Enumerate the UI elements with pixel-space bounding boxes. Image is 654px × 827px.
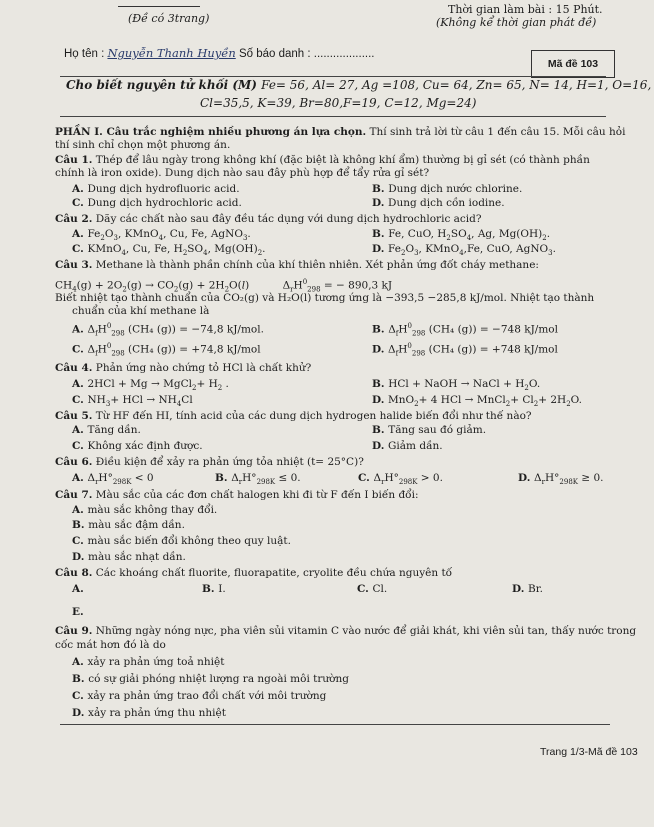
q-text: Màu sắc của các đơn chất halogen khi đi từ F đến I biến đổi: bbox=[92, 489, 419, 501]
q9-option-b[interactable]: B. có sự giải phóng nhiệt lượng ra ngoài môi trường bbox=[72, 673, 349, 685]
q-num: Câu 1. bbox=[55, 154, 93, 166]
q-num: Câu 7. bbox=[55, 489, 93, 501]
name-label: Họ tên : bbox=[64, 48, 108, 60]
q-text: Những ngày nóng nực, pha viên sủi vitamin C vào nước để giải khát, khi viên sủi tan, thấy nước trong bbox=[92, 625, 637, 637]
student-info bbox=[64, 46, 374, 60]
header-rule bbox=[118, 6, 200, 7]
divider bbox=[60, 724, 610, 725]
atomic-masses-line1 bbox=[66, 78, 651, 92]
question-9 bbox=[55, 625, 636, 637]
q3-line2: Biết nhiệt tạo thành chuẩn của CO₂(g) và H₂O(l) tương ứng là −393,5 −285,8 kJ/mol. Nhiệt tạo thành bbox=[55, 292, 595, 304]
divider bbox=[60, 116, 606, 117]
question-4 bbox=[55, 362, 311, 374]
q1-line2: chính là iron oxide). Dung dịch nào sau đây phù hợp để tẩy rửa gỉ sét? bbox=[55, 167, 430, 179]
q6-option-b[interactable]: B. $\Delta_rH^\circ_{298K} \le 0$. bbox=[215, 472, 301, 487]
question-8 bbox=[55, 567, 452, 579]
q5-option-c[interactable]: C. Không xác định được. bbox=[72, 440, 203, 452]
q6-option-a[interactable]: A. $\Delta_rH^\circ_{298K} < 0$ bbox=[72, 472, 154, 487]
q-text: Thép để lâu ngày trong không khí (đặc biệt là không khí ẩm) thường bị gỉ sét (có thành phần bbox=[92, 154, 590, 166]
q1-option-c[interactable]: C. Dung dịch hydrochloric acid. bbox=[72, 197, 242, 209]
time-note: (Không kể thời gian phát đề) bbox=[436, 16, 597, 29]
q9-option-a[interactable]: A. xảy ra phản ứng toả nhiệt bbox=[72, 656, 225, 668]
q3-equation: $CH_4(g) + 2O_2(g) \to CO_2(g) + 2H_2O(l)$ $\Delta_rH^0_{298}$ = − 890,3 kJ bbox=[55, 278, 393, 294]
q2-option-c[interactable]: C. KMnO$_4$, Cu, Fe, $H_2SO_4$, $Mg(OH)_2$. bbox=[72, 243, 266, 258]
q2-option-a[interactable]: A. $Fe_2O_3$, KMnO$_4$, Cu, Fe, AgNO$_3$. bbox=[72, 228, 251, 243]
q1-option-b[interactable]: B. Dung dịch nước chlorine. bbox=[372, 183, 523, 195]
part1-instr2: thí sinh chỉ chọn một phương án. bbox=[55, 139, 231, 151]
part1-title: PHẦN I. Câu trắc nghiệm nhiều phương án lựa chọn. bbox=[55, 126, 367, 138]
q3-option-c[interactable]: C. $\Delta_fH^0_{298}$ (CH₄ (g)) = +74,8 kJ/mol bbox=[72, 342, 261, 358]
q3-line3: chuẩn của khí methane là bbox=[72, 305, 210, 317]
q8-option-a[interactable]: A. bbox=[72, 583, 84, 595]
page-count: (Đề có 3trang) bbox=[128, 12, 210, 25]
question-7 bbox=[55, 489, 418, 501]
q-text: Dãy các chất nào sau đây đều tác dụng với dung dịch hydrochloric acid? bbox=[92, 213, 482, 225]
time-limit: Thời gian làm bài : 15 Phút. bbox=[448, 3, 603, 16]
q5-option-b[interactable]: B. Tăng sau đó giảm. bbox=[372, 424, 487, 436]
q5-option-d[interactable]: D. Giảm dần. bbox=[372, 440, 443, 452]
student-name: Nguyễn Thanh Huyền bbox=[107, 46, 236, 60]
q-num: Câu 8. bbox=[55, 567, 93, 579]
part1-instr: Thí sinh trả lời từ câu 1 đến câu 15. Mỗi câu hỏi bbox=[366, 126, 626, 138]
atomic-lead: Cho biết nguyên tử khối (M) bbox=[66, 78, 262, 92]
q-num: Câu 4. bbox=[55, 362, 93, 374]
q3-option-a[interactable]: A. $\Delta_fH^0_{298}$ (CH₄ (g)) = −74,8 kJ/mol. bbox=[72, 322, 264, 338]
q7-option-b[interactable]: B. màu sắc đậm dần. bbox=[72, 519, 185, 531]
q-text: Điều kiện để xảy ra phản ứng tỏa nhiệt (t= 25°C)? bbox=[92, 456, 364, 468]
q2-option-d[interactable]: D. $Fe_2O_3$, KMnO$_4$,Fe, CuO, AgNO$_3$. bbox=[372, 243, 556, 258]
q9-line2: cốc mát hơn đó là do bbox=[55, 639, 166, 651]
q7-option-d[interactable]: D. màu sắc nhạt dần. bbox=[72, 551, 186, 563]
q5-option-a[interactable]: A. Tăng dần. bbox=[72, 424, 141, 436]
q7-option-c[interactable]: C. màu sắc biến đổi không theo quy luật. bbox=[72, 535, 291, 547]
q-num: Câu 3. bbox=[55, 259, 93, 271]
q-text: Từ HF đến HI, tính acid của các dung dịch hydrogen halide biến đổi như thế nào? bbox=[92, 410, 532, 422]
atomic-values-1: Fe= 56, Al= 27, Ag =108, Cu= 64, Zn= 65, N= 14, H=1, O=16, bbox=[261, 78, 652, 92]
q-text: Phản ứng nào chứng tỏ HCl là chất khử? bbox=[92, 362, 312, 374]
atomic-masses-line2: Cl=35,5, K=39, Br=80,F=19, C=12, Mg=24) bbox=[200, 96, 477, 110]
q-num: Câu 2. bbox=[55, 213, 93, 225]
q2-option-b[interactable]: B. Fe, CuO, $H_2SO_4$, Ag, $Mg(OH)_2$. bbox=[372, 228, 551, 243]
q8-option-e[interactable]: E. bbox=[72, 606, 84, 618]
question-6 bbox=[55, 456, 364, 468]
q9-option-d[interactable]: D. xảy ra phản ứng thu nhiệt bbox=[72, 707, 226, 719]
q-text: Methane là thành phần chính của khí thiên nhiên. Xét phản ứng đốt cháy methane: bbox=[92, 259, 539, 271]
sbd-blank: ................... bbox=[313, 48, 375, 60]
question-3 bbox=[55, 259, 539, 271]
page-footer: Trang 1/3-Mã đề 103 bbox=[540, 746, 638, 758]
q4-option-d[interactable]: D. MnO$_2$+ 4 HCl → MnCl$_2$+ $Cl_2+ 2H_2O$. bbox=[372, 394, 582, 409]
q-text: Các khoáng chất fluorite, fluorapatite, cryolite đều chứa nguyên tố bbox=[92, 567, 453, 579]
question-5 bbox=[55, 410, 532, 422]
q8-option-c[interactable]: C. Cl. bbox=[357, 583, 388, 595]
q8-option-d[interactable]: D. Br. bbox=[512, 583, 543, 595]
question-1 bbox=[55, 154, 590, 166]
q7-option-a[interactable]: A. màu sắc không thay đổi. bbox=[72, 504, 218, 516]
q6-option-d[interactable]: D. $\Delta_rH^\circ_{298K} \ge 0$. bbox=[518, 472, 604, 487]
q6-option-c[interactable]: C. $\Delta_rH^\circ_{298K} > 0$. bbox=[358, 472, 443, 487]
q-num: Câu 5. bbox=[55, 410, 93, 422]
exam-code: Mã đề 103 bbox=[531, 50, 615, 78]
divider bbox=[60, 76, 606, 77]
q1-option-d[interactable]: D. Dung dịch cồn iodine. bbox=[372, 197, 505, 209]
q-num: Câu 6. bbox=[55, 456, 93, 468]
part1-heading bbox=[55, 126, 625, 138]
q4-option-b[interactable]: B. HCl + NaOH → NaCl + $H_2O$. bbox=[372, 378, 541, 393]
q4-option-c[interactable]: C. $NH_3+$ HCl → $NH_4Cl$ bbox=[72, 394, 193, 409]
q1-option-a[interactable]: A. Dung dịch hydrofluoric acid. bbox=[72, 183, 240, 195]
q-num: Câu 9. bbox=[55, 625, 93, 637]
q8-option-b[interactable]: B. I. bbox=[202, 583, 226, 595]
q3-option-d[interactable]: D. $\Delta_fH^0_{298}$ (CH₄ (g)) = +748 kJ/mol bbox=[372, 342, 558, 358]
q9-option-c[interactable]: C. xảy ra phản ứng trao đổi chất với môi trường bbox=[72, 690, 327, 702]
q4-option-a[interactable]: A. 2HCl + Mg → MgCl$_2$+ $H_2$ . bbox=[72, 378, 229, 393]
question-2 bbox=[55, 213, 482, 225]
sbd-label: Số báo danh : bbox=[235, 48, 314, 60]
q3-option-b[interactable]: B. $\Delta_fH^0_{298}$ (CH₄ (g)) = −748 kJ/mol bbox=[372, 322, 558, 338]
